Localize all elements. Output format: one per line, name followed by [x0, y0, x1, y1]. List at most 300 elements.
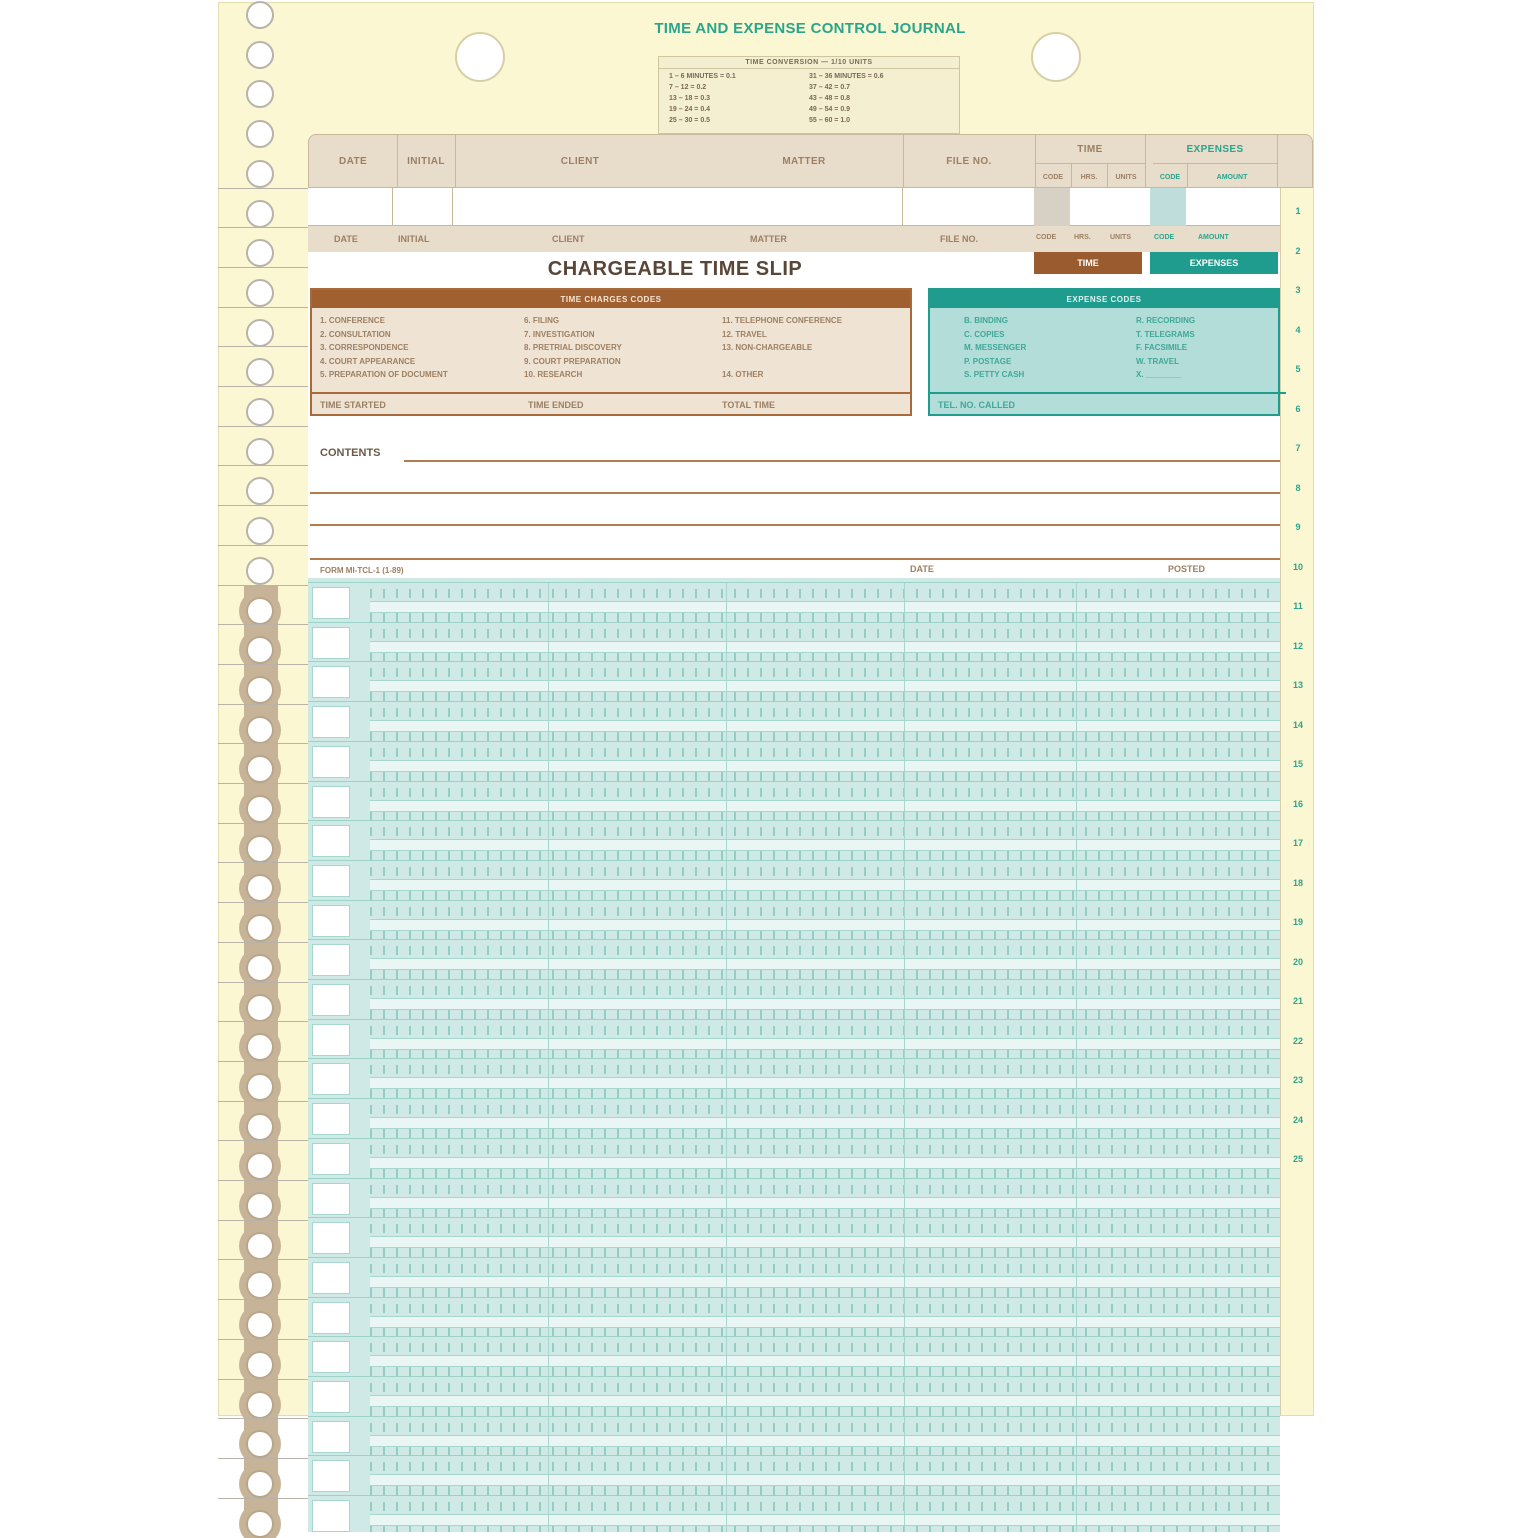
sprocket-hole [246, 1, 274, 29]
grid-segment-divider [548, 1456, 549, 1496]
grid-segment-divider [726, 583, 727, 623]
expense-code-item: R. RECORDING [1136, 316, 1196, 325]
time-started-label: TIME STARTED [320, 400, 386, 410]
grid-segment-divider [726, 1139, 727, 1179]
grid-segment-divider [726, 1059, 727, 1099]
exp-code-cell[interactable] [1150, 188, 1186, 226]
contents-line-1[interactable] [404, 460, 1280, 462]
strip-divider [218, 426, 308, 427]
conversion-row: 49 – 54 = 0.9 [809, 106, 851, 113]
time-ended-label: TIME ENDED [528, 400, 584, 410]
grid-segment-divider [904, 1139, 905, 1179]
grid-segment-divider [726, 1298, 727, 1338]
grid-segment-divider [904, 623, 905, 663]
time-code-item: 11. TELEPHONE CONFERENCE [722, 316, 843, 325]
strip-divider [218, 1101, 308, 1102]
time-code-item: 8. PRETRIAL DISCOVERY [524, 343, 622, 352]
grid-tick-lane [370, 970, 1280, 979]
grid-row [308, 1455, 1280, 1496]
sprocket-hole [246, 239, 274, 267]
strip-divider [218, 823, 308, 824]
grid-tick-lane [370, 1328, 1280, 1337]
grid-segment-divider [904, 1456, 905, 1496]
strip-divider [218, 1140, 308, 1141]
date-label: DATE [910, 564, 934, 574]
strip-divider [218, 545, 308, 546]
grid-segment-divider [726, 940, 727, 980]
grid-row-label-box [312, 1381, 350, 1413]
expense-code-item: B. BINDING [964, 316, 1008, 325]
grid-row [308, 582, 1280, 623]
slip-date-label: DATE [334, 234, 358, 244]
grid-tick-lane [370, 851, 1280, 860]
sprocket-hole [246, 1073, 274, 1101]
grid-row [308, 741, 1280, 782]
time-code-item: 3. CORRESPONDENCE [320, 343, 409, 352]
grid-segment-divider [726, 1337, 727, 1377]
time-conversion-title: TIME CONVERSION — 1/10 UNITS [659, 57, 959, 69]
grid-segment-divider [1076, 782, 1077, 822]
grid-row-label-box [312, 1262, 350, 1294]
grid-row-label-box [312, 905, 350, 937]
form-number: FORM MI-TCL-1 (1-89) [320, 566, 404, 575]
expense-code-item: P. POSTAGE [964, 356, 1012, 366]
sprocket-hole [246, 1232, 274, 1260]
grid-row-label-box [312, 706, 350, 738]
grid-row [308, 1058, 1280, 1099]
row-number: 3 [1295, 285, 1301, 295]
expenses-tag: EXPENSES [1150, 252, 1278, 274]
grid-segment-divider [726, 1377, 727, 1417]
grid-row-label-box [312, 746, 350, 778]
grid-segment-divider [904, 821, 905, 861]
grid-tick-lane [370, 1407, 1280, 1416]
grid-segment-divider [726, 1258, 727, 1298]
grid-segment-divider [548, 1179, 549, 1219]
grid-row [308, 1257, 1280, 1298]
grid-tick-lane [370, 788, 1280, 797]
grid-segment-divider [904, 782, 905, 822]
row-number: 2 [1295, 245, 1301, 256]
conversion-row: 43 – 48 = 0.8 [809, 95, 851, 102]
grid-segment-divider [1076, 583, 1077, 623]
grid-row-label-box [312, 1421, 350, 1453]
grid-tick-lane [370, 1423, 1280, 1432]
sprocket-hole [246, 120, 274, 148]
col-file-no: FILE NO. [903, 135, 1036, 187]
grid-row [308, 860, 1280, 901]
grid-row-label-box [312, 1024, 350, 1056]
grid-segment-divider [548, 1059, 549, 1099]
grid-white-lane [370, 1435, 1280, 1447]
time-code-item: 13. NON-CHARGEABLE [722, 343, 813, 352]
grid-row-label-box [312, 666, 350, 698]
grid-segment-divider [1076, 1139, 1077, 1179]
sprocket-hole [246, 676, 274, 704]
sprocket-hole [246, 1351, 274, 1379]
grid-row [308, 701, 1280, 742]
grid-segment-divider [1076, 901, 1077, 941]
row-number: 15 [1292, 759, 1303, 769]
row-number: 13 [1292, 680, 1303, 690]
grid-row [308, 1416, 1280, 1457]
grid-segment-divider [904, 1099, 905, 1139]
grid-segment-divider [1076, 1020, 1077, 1060]
grid-row [308, 820, 1280, 861]
grid-tick-lane [370, 1343, 1280, 1352]
row-number: 19 [1292, 917, 1303, 927]
strip-divider [218, 307, 308, 308]
sprocket-hole [246, 438, 274, 466]
expense-codes-title: EXPENSE CODES [930, 290, 1278, 308]
grid-white-lane [370, 919, 1280, 931]
strip-divider [218, 585, 308, 586]
row-number: 7 [1295, 443, 1301, 453]
sprocket-hole [246, 1430, 274, 1458]
grid-segment-divider [548, 901, 549, 941]
row-number: 9 [1295, 522, 1301, 532]
grid-tick-lane [370, 613, 1280, 622]
grid-segment-divider [726, 623, 727, 663]
grid-segment-divider [904, 940, 905, 980]
grid-tick-lane [370, 1224, 1280, 1233]
conversion-row: 55 – 60 = 1.0 [809, 117, 851, 124]
grid-segment-divider [1076, 1218, 1077, 1258]
grid-white-lane [370, 1157, 1280, 1169]
grid-tick-lane [370, 827, 1280, 836]
contents-line-3[interactable] [310, 524, 1280, 526]
grid-segment-divider [726, 1218, 727, 1258]
grid-segment-divider [904, 1020, 905, 1060]
slip-hrs-label: HRS. [1074, 234, 1091, 241]
grid-tick-lane [370, 1264, 1280, 1273]
journal-title: TIME AND EXPENSE CONTROL JOURNAL [654, 20, 966, 37]
grid-row-label-box [312, 1341, 350, 1373]
grid-segment-divider [1076, 623, 1077, 663]
slip-title: CHARGEABLE TIME SLIP [547, 258, 803, 280]
grid-segment-divider [904, 1298, 905, 1338]
grid-tick-lane [370, 1105, 1280, 1114]
grid-white-lane [370, 839, 1280, 851]
posted-label: POSTED [1168, 564, 1206, 574]
strip-divider [218, 1379, 308, 1380]
strip-divider [218, 743, 308, 744]
row-number: 18 [1292, 877, 1303, 888]
slip-client-label: CLIENT [552, 234, 585, 244]
grid-segment-divider [726, 1020, 727, 1060]
grid-tick-lane [370, 1026, 1280, 1035]
grid-segment-divider [1076, 702, 1077, 742]
col-time: TIME [1035, 135, 1146, 163]
strip-divider [218, 505, 308, 506]
grid-segment-divider [726, 702, 727, 742]
grid-tick-lane [370, 732, 1280, 741]
grid-row [308, 939, 1280, 980]
slip-matter-label: MATTER [750, 234, 787, 244]
grid-segment-divider [1076, 980, 1077, 1020]
sprocket-hole [246, 835, 274, 863]
grid-row [308, 1098, 1280, 1139]
strip-divider [218, 346, 308, 347]
grid-row-label-box [312, 1143, 350, 1175]
grid-tick-lane [370, 812, 1280, 821]
grid-row [308, 1217, 1280, 1258]
conversion-row: 1 – 6 MINUTES = 0.1 [669, 73, 736, 80]
grid-tick-lane [370, 891, 1280, 900]
grid-tick-lane [370, 1089, 1280, 1098]
grid-row [308, 900, 1280, 941]
grid-tick-lane [370, 867, 1280, 876]
row-number: 16 [1292, 798, 1303, 809]
grid-segment-divider [726, 861, 727, 901]
grid-tick-lane [370, 1209, 1280, 1218]
grid-segment-divider [1076, 1496, 1077, 1532]
grid-tick-lane [370, 907, 1280, 916]
expense-code-item: T. TELEGRAMS [1136, 329, 1195, 339]
grid-segment-divider [904, 1179, 905, 1219]
strip-divider [218, 982, 308, 983]
grid-row-label-box [312, 1460, 350, 1492]
row-number: 6 [1295, 403, 1301, 414]
grid-tick-lane [370, 1050, 1280, 1059]
grid-row-label-box [312, 1063, 350, 1095]
grid-segment-divider [1076, 742, 1077, 782]
grid-segment-divider [904, 583, 905, 623]
grid-segment-divider [548, 1377, 549, 1417]
time-fields-row[interactable] [312, 392, 910, 416]
row-number: 20 [1292, 956, 1303, 967]
grid-segment-divider [548, 583, 549, 623]
row-number: 10 [1292, 561, 1303, 572]
grid-segment-divider [1076, 1337, 1077, 1377]
expense-code-item: M. MESSENGER [964, 343, 1027, 352]
grid-segment-divider [548, 742, 549, 782]
grid-row [308, 1138, 1280, 1179]
grid-segment-divider [548, 1139, 549, 1179]
grid-white-lane [370, 998, 1280, 1010]
grid-tick-lane [370, 1129, 1280, 1138]
expense-codes-box [928, 288, 1280, 416]
row-number: 14 [1292, 719, 1303, 730]
col-time-code: CODE [1035, 163, 1072, 190]
col-exp-amount: AMOUNT [1187, 163, 1278, 190]
time-codes-title: TIME CHARGES CODES [312, 290, 910, 308]
time-code-cell[interactable] [1034, 188, 1070, 226]
sprocket-hole [246, 954, 274, 982]
slip-label-row [308, 226, 1280, 252]
contents-label: CONTENTS [320, 447, 381, 459]
row-number-column [1280, 188, 1314, 1416]
grid-tick-lane [370, 772, 1280, 781]
grid-tick-lane [370, 1526, 1280, 1532]
grid-white-lane [370, 1236, 1280, 1248]
grid-segment-divider [1076, 662, 1077, 702]
row-number: 11 [1293, 601, 1303, 611]
time-code-item: 7. INVESTIGATION [524, 329, 595, 339]
slip-entry-row[interactable] [308, 188, 1280, 226]
divider [392, 188, 393, 226]
time-code-item: 9. COURT PREPARATION [524, 356, 621, 366]
strip-divider [218, 1180, 308, 1181]
grid-segment-divider [726, 1417, 727, 1457]
grid-segment-divider [904, 1496, 905, 1532]
strip-divider [218, 465, 308, 466]
grid-tick-lane [370, 1383, 1280, 1392]
grid-tick-lane [370, 708, 1280, 717]
row-number: 17 [1292, 838, 1303, 848]
grid-row-label-box [312, 1500, 350, 1532]
divider [902, 188, 903, 226]
grid-segment-divider [548, 940, 549, 980]
conversion-row: 13 – 18 = 0.3 [669, 95, 711, 102]
grid-white-lane [370, 1316, 1280, 1328]
expense-code-item: C. COPIES [964, 329, 1005, 339]
sprocket-hole [246, 914, 274, 942]
grid-white-lane [370, 720, 1280, 732]
grid-tick-lane [370, 589, 1280, 598]
strip-divider [218, 783, 308, 784]
carbon-grid [308, 578, 1280, 1532]
grid-segment-divider [904, 1337, 905, 1377]
time-conversion-table [658, 56, 960, 134]
strip-divider [218, 1259, 308, 1260]
journal-column-header [308, 134, 1313, 188]
grid-white-lane [370, 1355, 1280, 1367]
grid-segment-divider [726, 782, 727, 822]
grid-tick-lane [370, 1288, 1280, 1297]
grid-segment-divider [548, 980, 549, 1020]
sprocket-hole [246, 319, 274, 347]
grid-row-label-box [312, 1103, 350, 1135]
strip-divider [218, 902, 308, 903]
grid-segment-divider [726, 821, 727, 861]
grid-white-lane [370, 1077, 1280, 1089]
sprocket-hole [246, 160, 274, 188]
grid-row [308, 661, 1280, 702]
grid-segment-divider [1076, 861, 1077, 901]
row-number: 8 [1295, 482, 1301, 493]
strip-divider [218, 267, 308, 268]
grid-segment-divider [548, 1020, 549, 1060]
grid-tick-lane [370, 748, 1280, 757]
conversion-row: 7 – 12 = 0.2 [669, 84, 707, 91]
grid-segment-divider [1076, 1059, 1077, 1099]
time-code-item: 1. CONFERENCE [320, 316, 385, 325]
grid-segment-divider [548, 1298, 549, 1338]
grid-white-lane [370, 1038, 1280, 1050]
grid-row-label-box [312, 944, 350, 976]
conversion-row: 31 – 36 MINUTES = 0.6 [809, 73, 884, 80]
sprocket-hole [246, 716, 274, 744]
grid-white-lane [370, 760, 1280, 772]
grid-segment-divider [904, 1059, 905, 1099]
grid-row-label-box [312, 1183, 350, 1215]
grid-row-label-box [312, 1222, 350, 1254]
grid-segment-divider [1076, 1456, 1077, 1496]
total-time-label: TOTAL TIME [722, 400, 775, 410]
col-time-hrs: HRS. [1071, 163, 1108, 190]
conversion-row: 19 – 24 = 0.4 [669, 106, 711, 113]
grid-segment-divider [904, 861, 905, 901]
strip-divider [218, 1458, 308, 1459]
strip-divider [218, 1021, 308, 1022]
strip-divider [218, 1339, 308, 1340]
col-matter: MATTER [705, 135, 904, 187]
strip-divider [218, 624, 308, 625]
strip-divider [218, 1220, 308, 1221]
grid-segment-divider [904, 980, 905, 1020]
time-code-item: 10. RESEARCH [524, 370, 583, 379]
grid-segment-divider [548, 1496, 549, 1532]
grid-tick-lane [370, 1462, 1280, 1471]
col-client: CLIENT [560, 155, 600, 167]
grid-segment-divider [548, 861, 549, 901]
grid-tick-lane [370, 1185, 1280, 1194]
grid-white-lane [370, 1276, 1280, 1288]
strip-divider [218, 227, 308, 228]
grid-segment-divider [904, 662, 905, 702]
grid-segment-divider [726, 742, 727, 782]
tel-called-field[interactable]: TEL. NO. CALLED [930, 392, 1286, 416]
col-expenses: EXPENSES [1153, 135, 1278, 163]
strip-divider [218, 942, 308, 943]
time-code-item: 4. COURT APPEARANCE [320, 356, 416, 366]
grid-row-label-box [312, 984, 350, 1016]
sprocket-hole [246, 398, 274, 426]
grid-white-lane [370, 641, 1280, 653]
strip-divider [218, 386, 308, 387]
grid-white-lane [370, 1197, 1280, 1209]
col-initial: INITIAL [397, 135, 456, 187]
row-number: 22 [1292, 1035, 1303, 1046]
grid-row [308, 781, 1280, 822]
strip-divider [218, 862, 308, 863]
grid-segment-divider [1076, 1377, 1077, 1417]
strip-divider [218, 188, 308, 189]
grid-tick-lane [370, 1304, 1280, 1313]
grid-segment-divider [548, 821, 549, 861]
row-number: 24 [1292, 1114, 1303, 1125]
grid-segment-divider [548, 702, 549, 742]
sprocket-hole [246, 597, 274, 625]
grid-row [308, 1297, 1280, 1338]
grid-segment-divider [904, 1417, 905, 1457]
contents-line-2[interactable] [310, 492, 1280, 494]
strip-divider [218, 1061, 308, 1062]
row-number: 5 [1295, 364, 1301, 374]
grid-tick-lane [370, 1065, 1280, 1074]
grid-tick-lane [370, 1010, 1280, 1019]
contents-line-4[interactable] [310, 558, 1280, 560]
sprocket-hole [246, 1311, 274, 1339]
grid-segment-divider [548, 662, 549, 702]
grid-segment-divider [1076, 1179, 1077, 1219]
grid-segment-divider [904, 1258, 905, 1298]
grid-tick-lane [370, 1367, 1280, 1376]
grid-tick-lane [370, 1447, 1280, 1456]
grid-white-lane [370, 1395, 1280, 1407]
grid-tick-lane [370, 946, 1280, 955]
time-code-item: 5. PREPARATION OF DOCUMENT [320, 370, 448, 379]
expense-code-item: X. ________ [1136, 370, 1182, 379]
time-code-item [722, 355, 842, 369]
grid-segment-divider [548, 1417, 549, 1457]
grid-segment-divider [726, 980, 727, 1020]
grid-row-label-box [312, 587, 350, 619]
grid-tick-lane [370, 1145, 1280, 1154]
grid-segment-divider [726, 1496, 727, 1532]
sprocket-hole [246, 636, 274, 664]
